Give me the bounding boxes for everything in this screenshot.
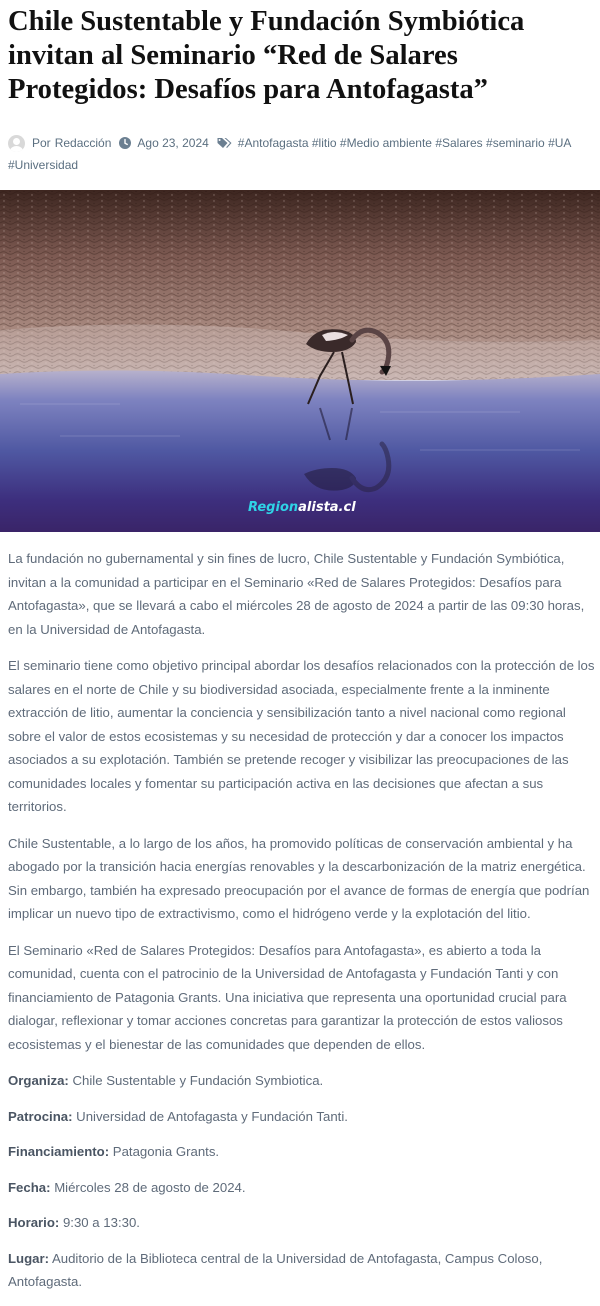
post-meta [8,132,594,176]
svg-text:Regionalista.cl [248,500,356,515]
tag-link[interactable]: #Medio ambiente [339,136,432,150]
detail-value: Patagonia Grants. [112,1144,220,1159]
detail-horario [8,1211,598,1235]
detail-financiamiento [8,1140,598,1164]
article-title: Chile Sustentable y Fundación Symbiótica invitan al Seminario “Red de Salares Protegidos: Desafíos para Antofagasta” [8,6,525,105]
paragraph: El Seminario «Red de Salares Protegidos: Desafíos para Antofagasta», es abierto a toda la comunidad, cuenta con el patrocinio de la Universidad de Antofagasta y Fundación Tanti y con financiamiento de Patagonia Grants. Una iniciativa que representa una oportunidad crucial para dialogar, reflexionar y tomar acciones concretas para garantizar la protección de estos valiosos ecosistemas y el bienestar de las comunidades que dependen de ellos. [8,942,567,1052]
detail-fecha [8,1176,598,1200]
detail-label: Horario: [8,1215,60,1230]
detail-value: Chile Sustentable y Fundación Symbiotica. [72,1073,324,1088]
tag-link[interactable]: #UA [548,136,571,150]
paragraph: La fundación no gubernamental y sin fines de lucro, Chile Sustentable y Fundación Symbiótica, invitan a la comunidad a participar en el Seminario «Red de Salares Protegidos: Desafíos para Antofagasta», que se llevará a cabo el miércoles 28 de agosto de 2024 a partir de las 09:30 horas, en la Universidad de Antofagasta. [8,551,585,637]
article-body [8,547,598,1306]
paragraph: El seminario tiene como objetivo principal abordar los desafíos relacionados con la protección de los salares en el norte de Chile y su biodiversidad asociada, especialmente frente a la inminente extracción de litio, aumentar la conciencia y sensibilización tanto a nivel nacional como regional sobre el valor de estos ecosistemas y su necesidad de protección y dar a conocer los impactos asociados a su explotación. También se pretende recoger y visibilizar las preocupaciones de las comunidades locales y fomentar su participación activa en las decisiones que afectan a sus territorios. [8,658,595,814]
watermark-site: alista.cl [298,500,356,515]
watermark-region: Region [248,500,299,515]
detail-value: Miércoles 28 de agosto de 2024. [54,1179,246,1195]
detail-value: 9:30 a 13:30. [62,1215,140,1230]
detail-label: Organiza: [8,1073,69,1088]
detail-value: Auditorio de la Biblioteca central de la Universidad de Antofagasta, Campus Coloso, Antofagasta. [8,1250,543,1289]
clock-icon [119,137,131,149]
detail-label: Financiamiento: [8,1144,110,1159]
tag-link[interactable]: #litio [311,136,337,150]
detail-organiza [8,1069,598,1093]
post-date: Ago 23, 2024 [137,136,209,150]
tag-link[interactable]: #seminario [486,136,545,150]
tags-icon [217,137,232,149]
flamingo-photo [0,190,600,532]
author-link[interactable]: Redacción [54,136,112,150]
detail-label: Fecha: [8,1179,51,1195]
user-avatar-icon [8,135,25,152]
detail-patrocina [8,1105,598,1129]
by-label: Por [32,136,51,150]
paragraph: Chile Sustentable, a lo largo de los años, ha promovido políticas de conservación ambiental y ha abogado por la transición hacia energías renovables y la descarbonización de la matriz energética. Sin embargo, también ha expresado preocupación por el avance de formas de energía que podrían implicar un nuevo tipo de extractivismo, como el hidrógeno verde y la explotación del litio. [8,835,590,921]
detail-value: Universidad de Antofagasta y Fundación Tanti. [76,1108,348,1124]
detail-lugar [8,1247,598,1294]
tag-link[interactable]: #Antofagasta [237,136,309,150]
detail-label: Patrocina: [8,1108,73,1124]
detail-label: Lugar: [8,1250,50,1266]
tag-link[interactable]: #Universidad [8,158,79,172]
tag-link[interactable]: #Salares [435,136,483,150]
